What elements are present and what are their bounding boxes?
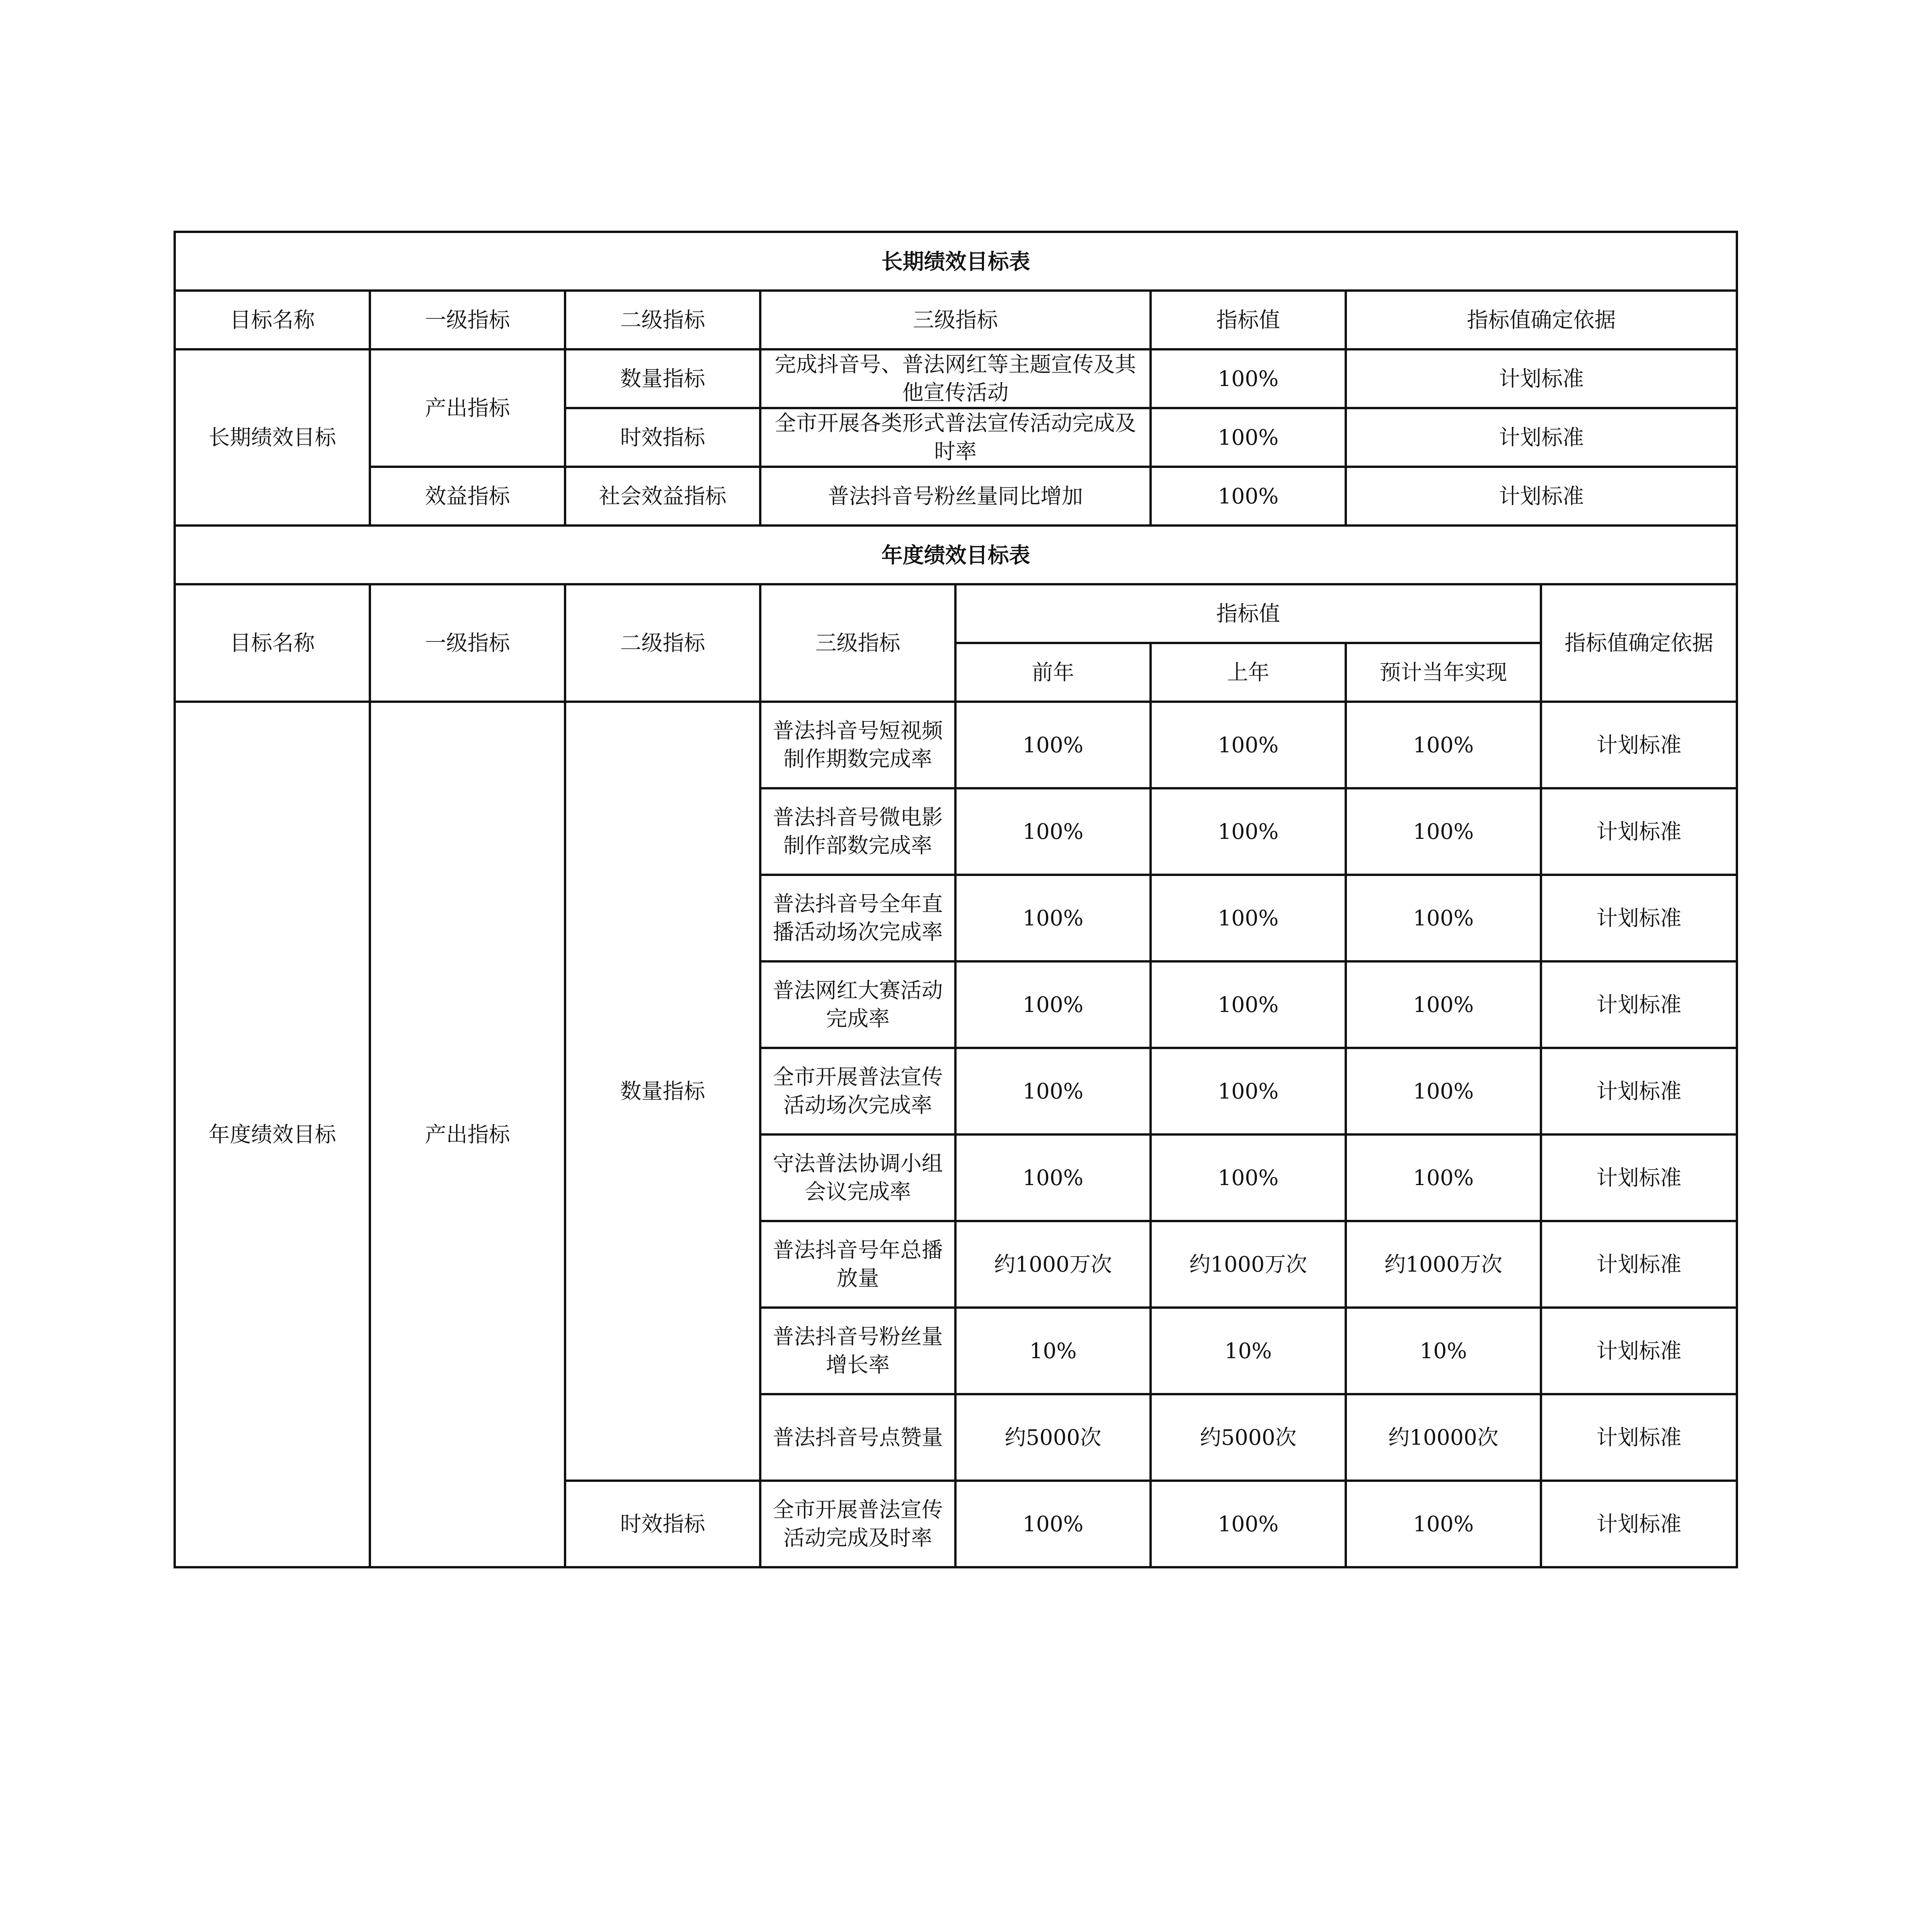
current-cell: 100% xyxy=(1346,702,1541,788)
table-row xyxy=(175,467,1737,526)
header-level2: 二级指标 xyxy=(565,291,760,349)
basis-cell: 计划标准 xyxy=(1541,1394,1737,1481)
prev-cell: 100% xyxy=(955,702,1151,788)
level2-cell: 数量指标 xyxy=(565,349,760,408)
basis-cell: 计划标准 xyxy=(1541,961,1737,1048)
basis-cell: 计划标准 xyxy=(1346,467,1737,526)
level3-cell: 普法抖音号粉丝量增长率 xyxy=(760,1308,955,1394)
basis-cell: 计划标准 xyxy=(1346,408,1737,467)
long-term-goal-name: 长期绩效目标 xyxy=(175,349,370,526)
long-term-title: 长期绩效目标表 xyxy=(175,232,1737,291)
header-value: 指标值 xyxy=(1151,291,1346,349)
header-goal-name: 目标名称 xyxy=(175,584,370,702)
last-cell: 约5000次 xyxy=(1151,1394,1346,1481)
header-basis: 指标值确定依据 xyxy=(1346,291,1737,349)
prev-cell: 100% xyxy=(955,875,1151,961)
prev-cell: 约5000次 xyxy=(955,1394,1151,1481)
annual-level1: 产出指标 xyxy=(370,702,565,1567)
performance-table xyxy=(174,231,1738,1568)
current-cell: 100% xyxy=(1346,875,1541,961)
annual-quantity-indicator: 数量指标 xyxy=(565,702,760,1481)
basis-cell: 计划标准 xyxy=(1541,1134,1737,1221)
prev-cell: 100% xyxy=(955,1048,1151,1134)
level3-cell: 全市开展普法宣传活动场次完成率 xyxy=(760,1048,955,1134)
level3-cell: 全市开展各类形式普法宣传活动完成及时率 xyxy=(760,408,1151,467)
basis-cell: 计划标准 xyxy=(1541,875,1737,961)
basis-cell: 计划标准 xyxy=(1541,1221,1737,1308)
current-cell: 100% xyxy=(1346,788,1541,875)
header-level3: 三级指标 xyxy=(760,291,1151,349)
prev-cell: 约1000万次 xyxy=(955,1221,1151,1308)
header-basis: 指标值确定依据 xyxy=(1541,584,1737,702)
prev-cell: 100% xyxy=(955,961,1151,1048)
current-cell: 100% xyxy=(1346,961,1541,1048)
prev-cell: 100% xyxy=(955,1481,1151,1567)
header-level1: 一级指标 xyxy=(370,291,565,349)
annual-goal-name: 年度绩效目标 xyxy=(175,702,370,1567)
current-cell: 约10000次 xyxy=(1346,1394,1541,1481)
current-cell: 10% xyxy=(1346,1308,1541,1394)
long-term-output-indicator: 产出指标 xyxy=(370,349,565,467)
current-cell: 100% xyxy=(1346,1481,1541,1567)
level3-cell: 守法普法协调小组会议完成率 xyxy=(760,1134,955,1221)
annual-header-row xyxy=(175,584,1737,643)
level3-cell: 普法抖音号微电影制作部数完成率 xyxy=(760,788,955,875)
last-cell: 100% xyxy=(1151,875,1346,961)
level2-cell: 时效指标 xyxy=(565,408,760,467)
last-cell: 10% xyxy=(1151,1308,1346,1394)
last-cell: 100% xyxy=(1151,1134,1346,1221)
header-level1: 一级指标 xyxy=(370,584,565,702)
annual-timeliness-indicator: 时效指标 xyxy=(565,1481,760,1567)
prev-cell: 100% xyxy=(955,1134,1151,1221)
value-cell: 100% xyxy=(1151,349,1346,408)
annual-title: 年度绩效目标表 xyxy=(175,526,1737,584)
level3-cell: 普法抖音号年总播放量 xyxy=(760,1221,955,1308)
basis-cell: 计划标准 xyxy=(1346,349,1737,408)
level3-cell: 普法抖音号全年直播活动场次完成率 xyxy=(760,875,955,961)
basis-cell: 计划标准 xyxy=(1541,702,1737,788)
basis-cell: 计划标准 xyxy=(1541,788,1737,875)
level3-cell: 完成抖音号、普法网红等主题宣传及其他宣传活动 xyxy=(760,349,1151,408)
header-last-year: 上年 xyxy=(1151,643,1346,702)
current-cell: 100% xyxy=(1346,1048,1541,1134)
header-goal-name: 目标名称 xyxy=(175,291,370,349)
prev-cell: 10% xyxy=(955,1308,1151,1394)
last-cell: 100% xyxy=(1151,961,1346,1048)
last-cell: 100% xyxy=(1151,702,1346,788)
level2-cell: 社会效益指标 xyxy=(565,467,760,526)
level3-cell: 普法抖音号短视频制作期数完成率 xyxy=(760,702,955,788)
header-level2: 二级指标 xyxy=(565,584,760,702)
basis-cell: 计划标准 xyxy=(1541,1308,1737,1394)
header-level3: 三级指标 xyxy=(760,584,955,702)
header-prev-year: 前年 xyxy=(955,643,1151,702)
prev-cell: 100% xyxy=(955,788,1151,875)
value-cell: 100% xyxy=(1151,408,1346,467)
level3-cell: 全市开展普法宣传活动完成及时率 xyxy=(760,1481,955,1567)
last-cell: 100% xyxy=(1151,1481,1346,1567)
long-term-benefit-indicator: 效益指标 xyxy=(370,467,565,526)
basis-cell: 计划标准 xyxy=(1541,1048,1737,1134)
header-value: 指标值 xyxy=(955,584,1541,643)
table-row xyxy=(175,349,1737,408)
level3-cell: 普法网红大赛活动完成率 xyxy=(760,961,955,1048)
current-cell: 100% xyxy=(1346,1134,1541,1221)
table-row xyxy=(175,702,1737,788)
value-cell: 100% xyxy=(1151,467,1346,526)
last-cell: 100% xyxy=(1151,788,1346,875)
long-term-header-row xyxy=(175,291,1737,349)
last-cell: 100% xyxy=(1151,1048,1346,1134)
level3-cell: 普法抖音号粉丝量同比增加 xyxy=(760,467,1151,526)
last-cell: 约1000万次 xyxy=(1151,1221,1346,1308)
basis-cell: 计划标准 xyxy=(1541,1481,1737,1567)
level3-cell: 普法抖音号点赞量 xyxy=(760,1394,955,1481)
header-current-year: 预计当年实现 xyxy=(1346,643,1541,702)
current-cell: 约1000万次 xyxy=(1346,1221,1541,1308)
